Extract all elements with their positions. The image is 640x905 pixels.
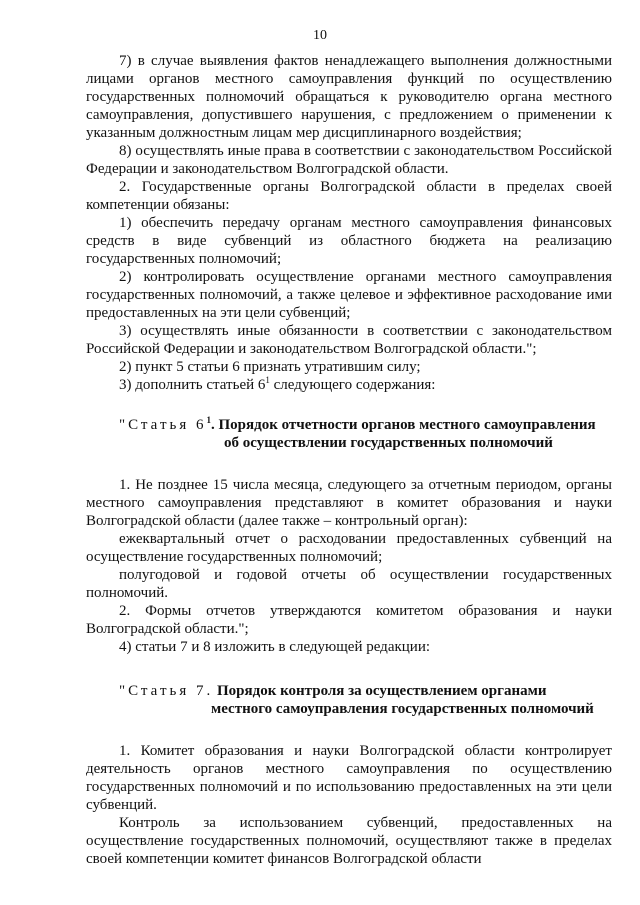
paragraph: 2. Формы отчетов утверждаются комитетом образования и науки Волгоградской области."; [86,603,612,637]
paragraph-add-article [86,376,612,394]
paragraph: 7) в случае выявления фактов ненадлежащего выполнения должностными лицами органов местного самоуправления функций по осуществлению государственных полномочий обращаться к руководителю органа местного самоуправления, допустившего нарушения, с предложением о применении к указанным должностным лицам мер дисциплинарного воздействия; [86,53,612,141]
paragraph: 8) осуществлять иные права в соответствии с законодательством Российской Федерации и законодательством Волгоградской области. [86,143,612,177]
article-6-1-heading [86,416,612,452]
paragraph: 1) обеспечить передачу органам местного самоуправления финансовых средств в виде субвенций из областного бюджета на реализацию государственных полномочий; [86,215,612,267]
paragraph: 4) статьи 7 и 8 изложить в следующей редакции: [119,639,431,655]
add-article-text: 3) дополнить статьей 6 [119,377,266,393]
paragraph: 2) пункт 5 статьи 6 признать утратившим силу; [119,359,421,375]
article-title-line1: Порядок контроля за осуществлением органами [213,683,547,699]
superscript: 1 [206,415,211,425]
paragraph: 3) осуществлять иные обязанности в соответствии с законодательством Российской Федерации и законодательством Волгоградской области."; [86,323,612,357]
superscript: 1 [265,375,270,385]
article-label: "Статья 6 [119,417,207,433]
article-title-line2: местного самоуправления государственных полномочий [211,701,594,717]
document-body [86,52,612,868]
paragraph: 2. Государственные органы Волгоградской области в пределах своей компетенции обязаны: [86,179,612,213]
paragraph: Контроль за использованием субвенций, предоставленных на осуществление государственных полномочий, осуществляют также в пределах своей компетенции комитет финансов Волгоградской области [86,815,612,867]
article-7-heading [86,682,612,718]
article-title-line1: . Порядок отчетности органов местного самоуправления [210,417,596,433]
page-number: 10 [313,28,327,43]
paragraph: 1. Комитет образования и науки Волгоградской области контролирует деятельность органов местного самоуправления по осуществлению государственных полномочий и по использованию предоставленных на эти цели субвенций. [86,743,612,813]
article-label: "Статья 7. [119,683,214,699]
paragraph: полугодовой и годовой отчеты об осуществлении государственных полномочий. [86,567,612,601]
paragraph: ежеквартальный отчет о расходовании предоставленных субвенций на осуществление государственных полномочий; [86,531,612,565]
add-article-text-end: следующего содержания: [269,377,436,393]
paragraph: 1. Не позднее 15 числа месяца, следующего за отчетным периодом, органы местного самоуправления представляют в комитет образования и науки Волгоградской области (далее также – контрольный орган): [86,477,612,529]
paragraph: 2) контролировать осуществление органами местного самоуправления государственных полномочий, а также целевое и эффективное расходование ими предоставленных на эти цели субвенций; [86,269,612,321]
article-title-line2: об осуществлении государственных полномочий [224,435,553,451]
